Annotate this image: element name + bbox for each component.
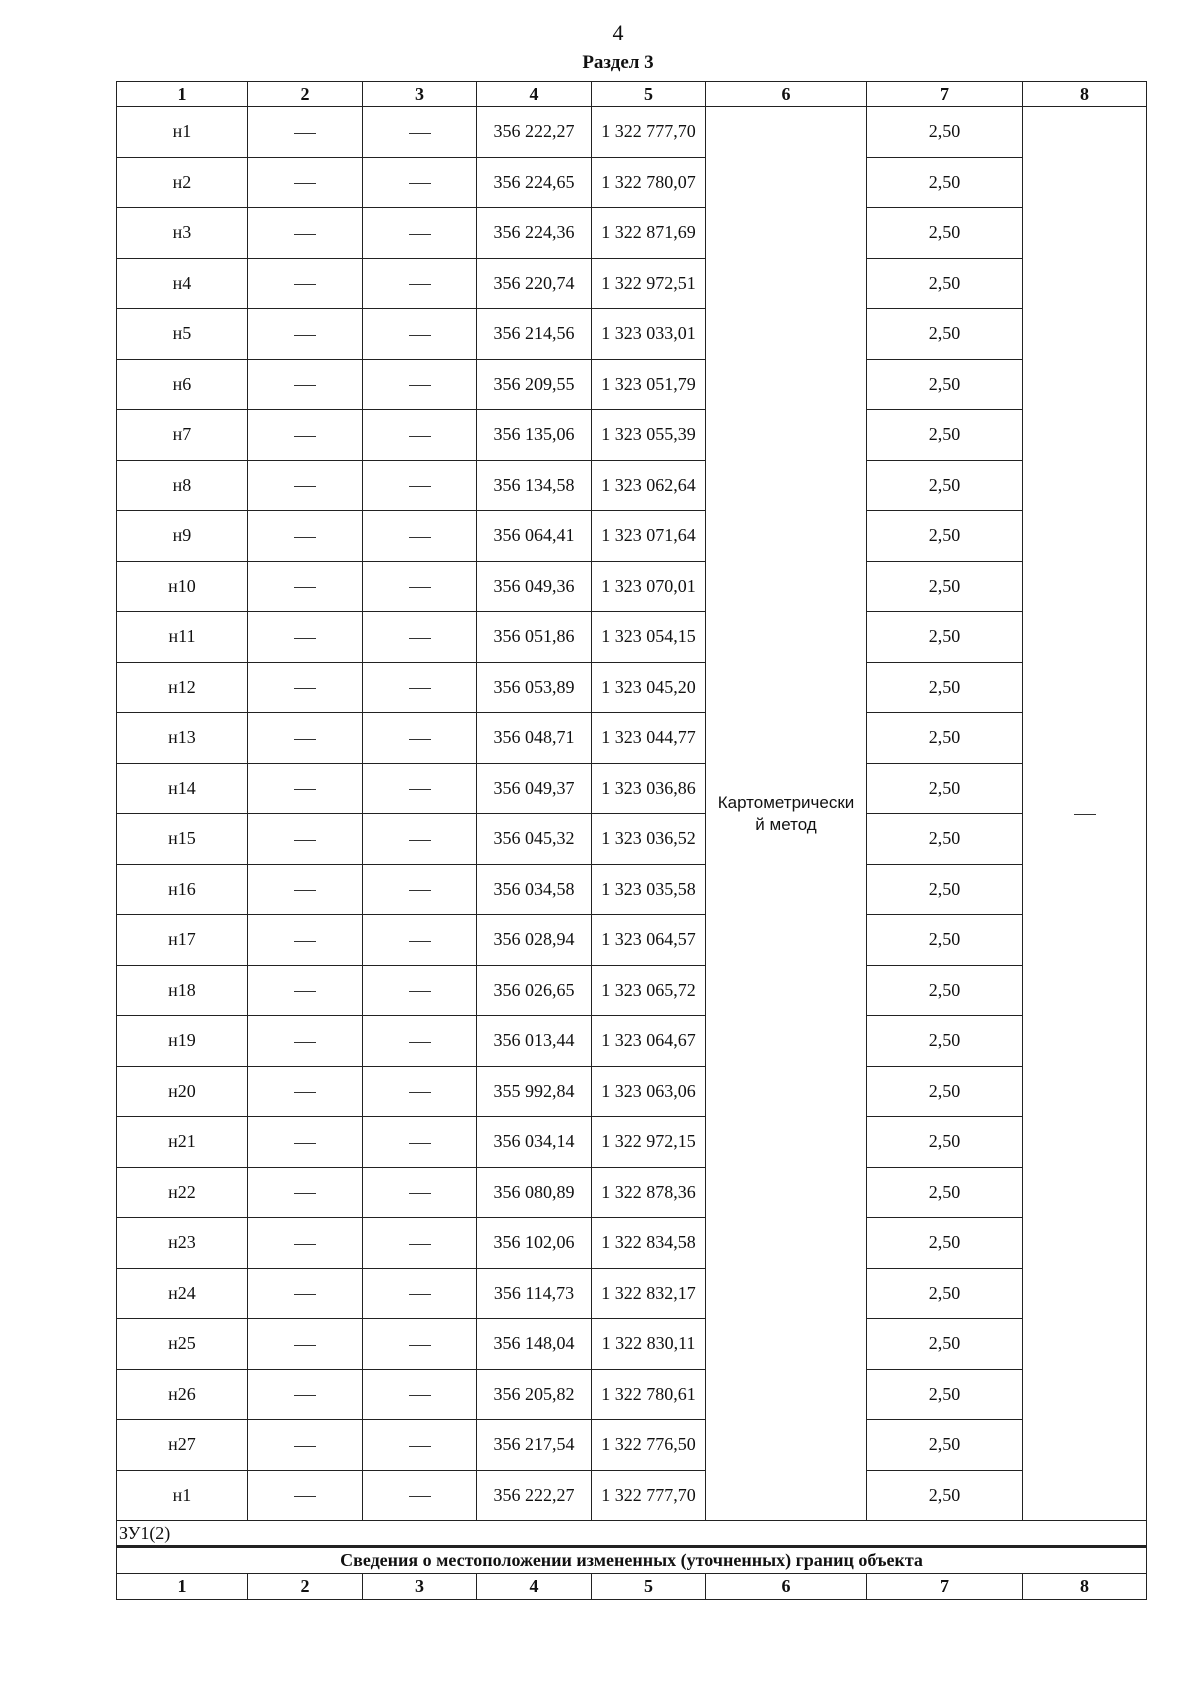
col2-cell <box>248 1420 363 1471</box>
point-label-cell: н16 <box>117 864 248 915</box>
precision-cell: 2,50 <box>867 713 1023 764</box>
table-row <box>117 1268 1147 1319</box>
col3-cell <box>363 258 477 309</box>
column-header: 3 <box>363 82 477 107</box>
table-row <box>117 561 1147 612</box>
precision-cell: 2,50 <box>867 1167 1023 1218</box>
table-row <box>117 460 1147 511</box>
column-header: 2 <box>248 1574 363 1600</box>
column-header: 4 <box>477 82 592 107</box>
precision-cell: 2,50 <box>867 1470 1023 1521</box>
col3-cell <box>363 561 477 612</box>
point-label-cell: н17 <box>117 915 248 966</box>
column-header: 5 <box>592 82 706 107</box>
table-row <box>117 1369 1147 1420</box>
y-coordinate-cell: 1 323 036,86 <box>592 763 706 814</box>
col3-cell <box>363 864 477 915</box>
point-label-cell: н26 <box>117 1369 248 1420</box>
table-row <box>117 1470 1147 1521</box>
point-label-cell: н11 <box>117 612 248 663</box>
dash-mark <box>294 1092 316 1093</box>
dash-mark <box>294 1193 316 1194</box>
column-header: 7 <box>867 1574 1023 1600</box>
column-header: 8 <box>1023 82 1147 107</box>
col2-cell <box>248 713 363 764</box>
x-coordinate-cell: 356 064,41 <box>477 511 592 562</box>
column-header: 6 <box>706 82 867 107</box>
y-coordinate-cell: 1 322 777,70 <box>592 107 706 158</box>
table-row <box>117 410 1147 461</box>
col2-cell <box>248 460 363 511</box>
footer-header-row <box>117 1574 1147 1600</box>
x-coordinate-cell: 356 049,36 <box>477 561 592 612</box>
y-coordinate-cell: 1 322 780,07 <box>592 157 706 208</box>
precision-cell: 2,50 <box>867 561 1023 612</box>
precision-cell: 2,50 <box>867 309 1023 360</box>
y-coordinate-cell: 1 323 064,57 <box>592 915 706 966</box>
table-row <box>117 208 1147 259</box>
dash-mark <box>294 436 316 437</box>
table-row <box>117 359 1147 410</box>
coordinates-table <box>116 81 1147 1600</box>
table-row <box>117 1066 1147 1117</box>
col2-cell <box>248 157 363 208</box>
point-label-cell: н2 <box>117 157 248 208</box>
dash-mark <box>409 284 431 285</box>
table-row <box>117 157 1147 208</box>
dash-mark <box>409 234 431 235</box>
dash-mark <box>294 1143 316 1144</box>
col2-cell <box>248 1016 363 1067</box>
table-row <box>117 662 1147 713</box>
dash-mark <box>294 1395 316 1396</box>
x-coordinate-cell: 356 224,36 <box>477 208 592 259</box>
point-label-cell: н6 <box>117 359 248 410</box>
table-row <box>117 1167 1147 1218</box>
col3-cell <box>363 1167 477 1218</box>
table-row <box>117 309 1147 360</box>
dash-mark <box>294 1345 316 1346</box>
dash-mark <box>409 385 431 386</box>
precision-cell: 2,50 <box>867 1016 1023 1067</box>
dash-mark <box>294 385 316 386</box>
dash-mark <box>294 284 316 285</box>
table-row <box>117 1117 1147 1168</box>
dash-mark <box>409 1496 431 1497</box>
col3-cell <box>363 1117 477 1168</box>
col2-cell <box>248 612 363 663</box>
x-coordinate-cell: 356 034,58 <box>477 864 592 915</box>
col2-cell <box>248 1268 363 1319</box>
dash-mark <box>409 335 431 336</box>
point-label-cell: н18 <box>117 965 248 1016</box>
precision-cell: 2,50 <box>867 1319 1023 1370</box>
table-row <box>117 107 1147 158</box>
col2-cell <box>248 965 363 1016</box>
col3-cell <box>363 309 477 360</box>
point-label-cell: н27 <box>117 1420 248 1471</box>
table-row <box>117 1420 1147 1471</box>
col3-cell <box>363 359 477 410</box>
y-coordinate-cell: 1 323 065,72 <box>592 965 706 1016</box>
table-row <box>117 1319 1147 1370</box>
dash-mark <box>409 840 431 841</box>
point-label-cell: н12 <box>117 662 248 713</box>
info-title-row <box>117 1547 1147 1574</box>
col3-cell <box>363 208 477 259</box>
point-label-cell: н4 <box>117 258 248 309</box>
col2-cell <box>248 915 363 966</box>
col2-cell <box>248 561 363 612</box>
y-coordinate-cell: 1 323 055,39 <box>592 410 706 461</box>
dash-mark <box>409 1345 431 1346</box>
table-row <box>117 915 1147 966</box>
y-coordinate-cell: 1 322 871,69 <box>592 208 706 259</box>
precision-cell: 2,50 <box>867 1218 1023 1269</box>
y-coordinate-cell: 1 323 071,64 <box>592 511 706 562</box>
x-coordinate-cell: 356 102,06 <box>477 1218 592 1269</box>
col3-cell <box>363 1016 477 1067</box>
dash-mark <box>409 890 431 891</box>
y-coordinate-cell: 1 323 035,58 <box>592 864 706 915</box>
col8-cell <box>1023 107 1147 1521</box>
y-coordinate-cell: 1 322 832,17 <box>592 1268 706 1319</box>
point-label-cell: н13 <box>117 713 248 764</box>
col3-cell <box>363 662 477 713</box>
precision-cell: 2,50 <box>867 107 1023 158</box>
precision-cell: 2,50 <box>867 1268 1023 1319</box>
y-coordinate-cell: 1 323 036,52 <box>592 814 706 865</box>
col3-cell <box>363 1420 477 1471</box>
precision-cell: 2,50 <box>867 814 1023 865</box>
precision-cell: 2,50 <box>867 157 1023 208</box>
y-coordinate-cell: 1 322 777,70 <box>592 1470 706 1521</box>
precision-cell: 2,50 <box>867 612 1023 663</box>
dash-mark <box>294 739 316 740</box>
y-coordinate-cell: 1 323 070,01 <box>592 561 706 612</box>
y-coordinate-cell: 1 323 063,06 <box>592 1066 706 1117</box>
point-label-cell: н15 <box>117 814 248 865</box>
page-number: 4 <box>612 20 624 45</box>
y-coordinate-cell: 1 322 834,58 <box>592 1218 706 1269</box>
dash-mark <box>409 1395 431 1396</box>
precision-cell: 2,50 <box>867 864 1023 915</box>
point-label-cell: н1 <box>117 1470 248 1521</box>
x-coordinate-cell: 356 048,71 <box>477 713 592 764</box>
dash-mark <box>409 1092 431 1093</box>
y-coordinate-cell: 1 322 776,50 <box>592 1420 706 1471</box>
precision-cell: 2,50 <box>867 763 1023 814</box>
y-coordinate-cell: 1 323 064,67 <box>592 1016 706 1067</box>
col3-cell <box>363 763 477 814</box>
dash-mark <box>409 789 431 790</box>
x-coordinate-cell: 356 013,44 <box>477 1016 592 1067</box>
y-coordinate-cell: 1 322 972,51 <box>592 258 706 309</box>
precision-cell: 2,50 <box>867 359 1023 410</box>
dash-mark <box>294 890 316 891</box>
x-coordinate-cell: 356 222,27 <box>477 107 592 158</box>
x-coordinate-cell: 356 214,56 <box>477 309 592 360</box>
table-row <box>117 864 1147 915</box>
y-coordinate-cell: 1 322 878,36 <box>592 1167 706 1218</box>
x-coordinate-cell: 356 148,04 <box>477 1319 592 1370</box>
table-row <box>117 612 1147 663</box>
dash-mark <box>409 1446 431 1447</box>
y-coordinate-cell: 1 323 045,20 <box>592 662 706 713</box>
dash-mark <box>409 1244 431 1245</box>
y-coordinate-cell: 1 323 044,77 <box>592 713 706 764</box>
dash-mark <box>294 789 316 790</box>
column-header: 8 <box>1023 1574 1147 1600</box>
precision-cell: 2,50 <box>867 1420 1023 1471</box>
point-label-cell: н23 <box>117 1218 248 1269</box>
col2-cell <box>248 1470 363 1521</box>
col3-cell <box>363 460 477 511</box>
table-row <box>117 814 1147 865</box>
dash-mark <box>294 638 316 639</box>
point-label-cell: н7 <box>117 410 248 461</box>
col2-cell <box>248 763 363 814</box>
dash-mark <box>294 991 316 992</box>
y-coordinate-cell: 1 322 972,15 <box>592 1117 706 1168</box>
col2-cell <box>248 258 363 309</box>
point-label-cell: н5 <box>117 309 248 360</box>
col3-cell <box>363 410 477 461</box>
precision-cell: 2,50 <box>867 208 1023 259</box>
precision-cell: 2,50 <box>867 460 1023 511</box>
precision-cell: 2,50 <box>867 511 1023 562</box>
col3-cell <box>363 612 477 663</box>
dash-mark <box>409 587 431 588</box>
col3-cell <box>363 965 477 1016</box>
method-text-line1: Картометрически <box>717 792 855 812</box>
dash-mark <box>294 486 316 487</box>
col2-cell <box>248 1218 363 1269</box>
x-coordinate-cell: 356 209,55 <box>477 359 592 410</box>
dash-mark <box>409 941 431 942</box>
x-coordinate-cell: 356 053,89 <box>477 662 592 713</box>
point-label-cell: н8 <box>117 460 248 511</box>
col2-cell <box>248 511 363 562</box>
x-coordinate-cell: 356 205,82 <box>477 1369 592 1420</box>
dash-mark <box>294 1042 316 1043</box>
dash-mark <box>409 486 431 487</box>
dash-mark <box>409 183 431 184</box>
y-coordinate-cell: 1 322 830,11 <box>592 1319 706 1370</box>
dash-mark <box>409 991 431 992</box>
x-coordinate-cell: 356 026,65 <box>477 965 592 1016</box>
col2-cell <box>248 864 363 915</box>
dash-mark <box>409 1143 431 1144</box>
dash-mark <box>294 537 316 538</box>
col2-cell <box>248 1066 363 1117</box>
column-header: 2 <box>248 82 363 107</box>
point-label-cell: н20 <box>117 1066 248 1117</box>
dash-mark <box>294 688 316 689</box>
y-coordinate-cell: 1 323 054,15 <box>592 612 706 663</box>
dash-mark <box>409 133 431 134</box>
col3-cell <box>363 157 477 208</box>
zu-label-row <box>117 1521 1147 1547</box>
col3-cell <box>363 1470 477 1521</box>
col2-cell <box>248 107 363 158</box>
info-title: Сведения о местоположении измененных (уточненных) границ объекта <box>117 1547 1147 1574</box>
col3-cell <box>363 1066 477 1117</box>
col3-cell <box>363 107 477 158</box>
dash-mark <box>294 840 316 841</box>
x-coordinate-cell: 356 034,14 <box>477 1117 592 1168</box>
col2-cell <box>248 1167 363 1218</box>
table-row <box>117 1016 1147 1067</box>
column-header: 3 <box>363 1574 477 1600</box>
precision-cell: 2,50 <box>867 965 1023 1016</box>
point-label-cell: н25 <box>117 1319 248 1370</box>
zu-label: ЗУ1(2) <box>117 1521 1147 1547</box>
point-label-cell: н9 <box>117 511 248 562</box>
col3-cell <box>363 511 477 562</box>
precision-cell: 2,50 <box>867 258 1023 309</box>
table-header-row <box>117 82 1147 107</box>
dash-mark <box>294 1244 316 1245</box>
dash-mark <box>294 1446 316 1447</box>
table-row <box>117 511 1147 562</box>
x-coordinate-cell: 356 080,89 <box>477 1167 592 1218</box>
col2-cell <box>248 1369 363 1420</box>
x-coordinate-cell: 356 222,27 <box>477 1470 592 1521</box>
dash-mark <box>409 1042 431 1043</box>
dash-mark <box>294 1294 316 1295</box>
point-label-cell: н3 <box>117 208 248 259</box>
point-label-cell: н10 <box>117 561 248 612</box>
column-header: 1 <box>117 82 248 107</box>
x-coordinate-cell: 356 135,06 <box>477 410 592 461</box>
point-label-cell: н21 <box>117 1117 248 1168</box>
table-row <box>117 965 1147 1016</box>
x-coordinate-cell: 356 217,54 <box>477 1420 592 1471</box>
precision-cell: 2,50 <box>867 1369 1023 1420</box>
precision-cell: 2,50 <box>867 1117 1023 1168</box>
section-title: Раздел 3 <box>582 52 654 73</box>
col2-cell <box>248 814 363 865</box>
dash-mark <box>294 335 316 336</box>
column-header: 7 <box>867 82 1023 107</box>
point-label-cell: н24 <box>117 1268 248 1319</box>
col3-cell <box>363 1319 477 1370</box>
col2-cell <box>248 410 363 461</box>
method-cell <box>706 107 867 1521</box>
table-row <box>117 1218 1147 1269</box>
dash-mark <box>409 638 431 639</box>
col3-cell <box>363 915 477 966</box>
dash-mark <box>294 1496 316 1497</box>
x-coordinate-cell: 356 051,86 <box>477 612 592 663</box>
point-label-cell: н14 <box>117 763 248 814</box>
method-text-line2: й метод <box>755 814 817 834</box>
col3-cell <box>363 1218 477 1269</box>
col3-cell <box>363 814 477 865</box>
x-coordinate-cell: 356 224,65 <box>477 157 592 208</box>
precision-cell: 2,50 <box>867 662 1023 713</box>
y-coordinate-cell: 1 323 051,79 <box>592 359 706 410</box>
x-coordinate-cell: 356 045,32 <box>477 814 592 865</box>
col2-cell <box>248 309 363 360</box>
column-header: 6 <box>706 1574 867 1600</box>
y-coordinate-cell: 1 323 062,64 <box>592 460 706 511</box>
dash-mark <box>409 1294 431 1295</box>
y-coordinate-cell: 1 322 780,61 <box>592 1369 706 1420</box>
point-label-cell: н19 <box>117 1016 248 1067</box>
x-coordinate-cell: 355 992,84 <box>477 1066 592 1117</box>
precision-cell: 2,50 <box>867 410 1023 461</box>
col2-cell <box>248 359 363 410</box>
col2-cell <box>248 208 363 259</box>
dash-mark <box>294 133 316 134</box>
col3-cell <box>363 713 477 764</box>
y-coordinate-cell: 1 323 033,01 <box>592 309 706 360</box>
precision-cell: 2,50 <box>867 1066 1023 1117</box>
dash-mark <box>294 234 316 235</box>
col2-cell <box>248 662 363 713</box>
column-header: 1 <box>117 1574 248 1600</box>
precision-cell: 2,50 <box>867 915 1023 966</box>
dash-mark <box>409 1193 431 1194</box>
dash-mark <box>294 941 316 942</box>
x-coordinate-cell: 356 220,74 <box>477 258 592 309</box>
table-row <box>117 258 1147 309</box>
column-header: 4 <box>477 1574 592 1600</box>
x-coordinate-cell: 356 134,58 <box>477 460 592 511</box>
col2-cell <box>248 1319 363 1370</box>
table-row <box>117 713 1147 764</box>
point-label-cell: н1 <box>117 107 248 158</box>
column-header: 5 <box>592 1574 706 1600</box>
dash-mark <box>409 739 431 740</box>
dash-mark <box>1074 814 1096 815</box>
dash-mark <box>409 537 431 538</box>
x-coordinate-cell: 356 049,37 <box>477 763 592 814</box>
x-coordinate-cell: 356 114,73 <box>477 1268 592 1319</box>
dash-mark <box>409 688 431 689</box>
x-coordinate-cell: 356 028,94 <box>477 915 592 966</box>
dash-mark <box>294 183 316 184</box>
col3-cell <box>363 1268 477 1319</box>
dash-mark <box>409 436 431 437</box>
col3-cell <box>363 1369 477 1420</box>
dash-mark <box>294 587 316 588</box>
table-row <box>117 763 1147 814</box>
col2-cell <box>248 1117 363 1168</box>
point-label-cell: н22 <box>117 1167 248 1218</box>
